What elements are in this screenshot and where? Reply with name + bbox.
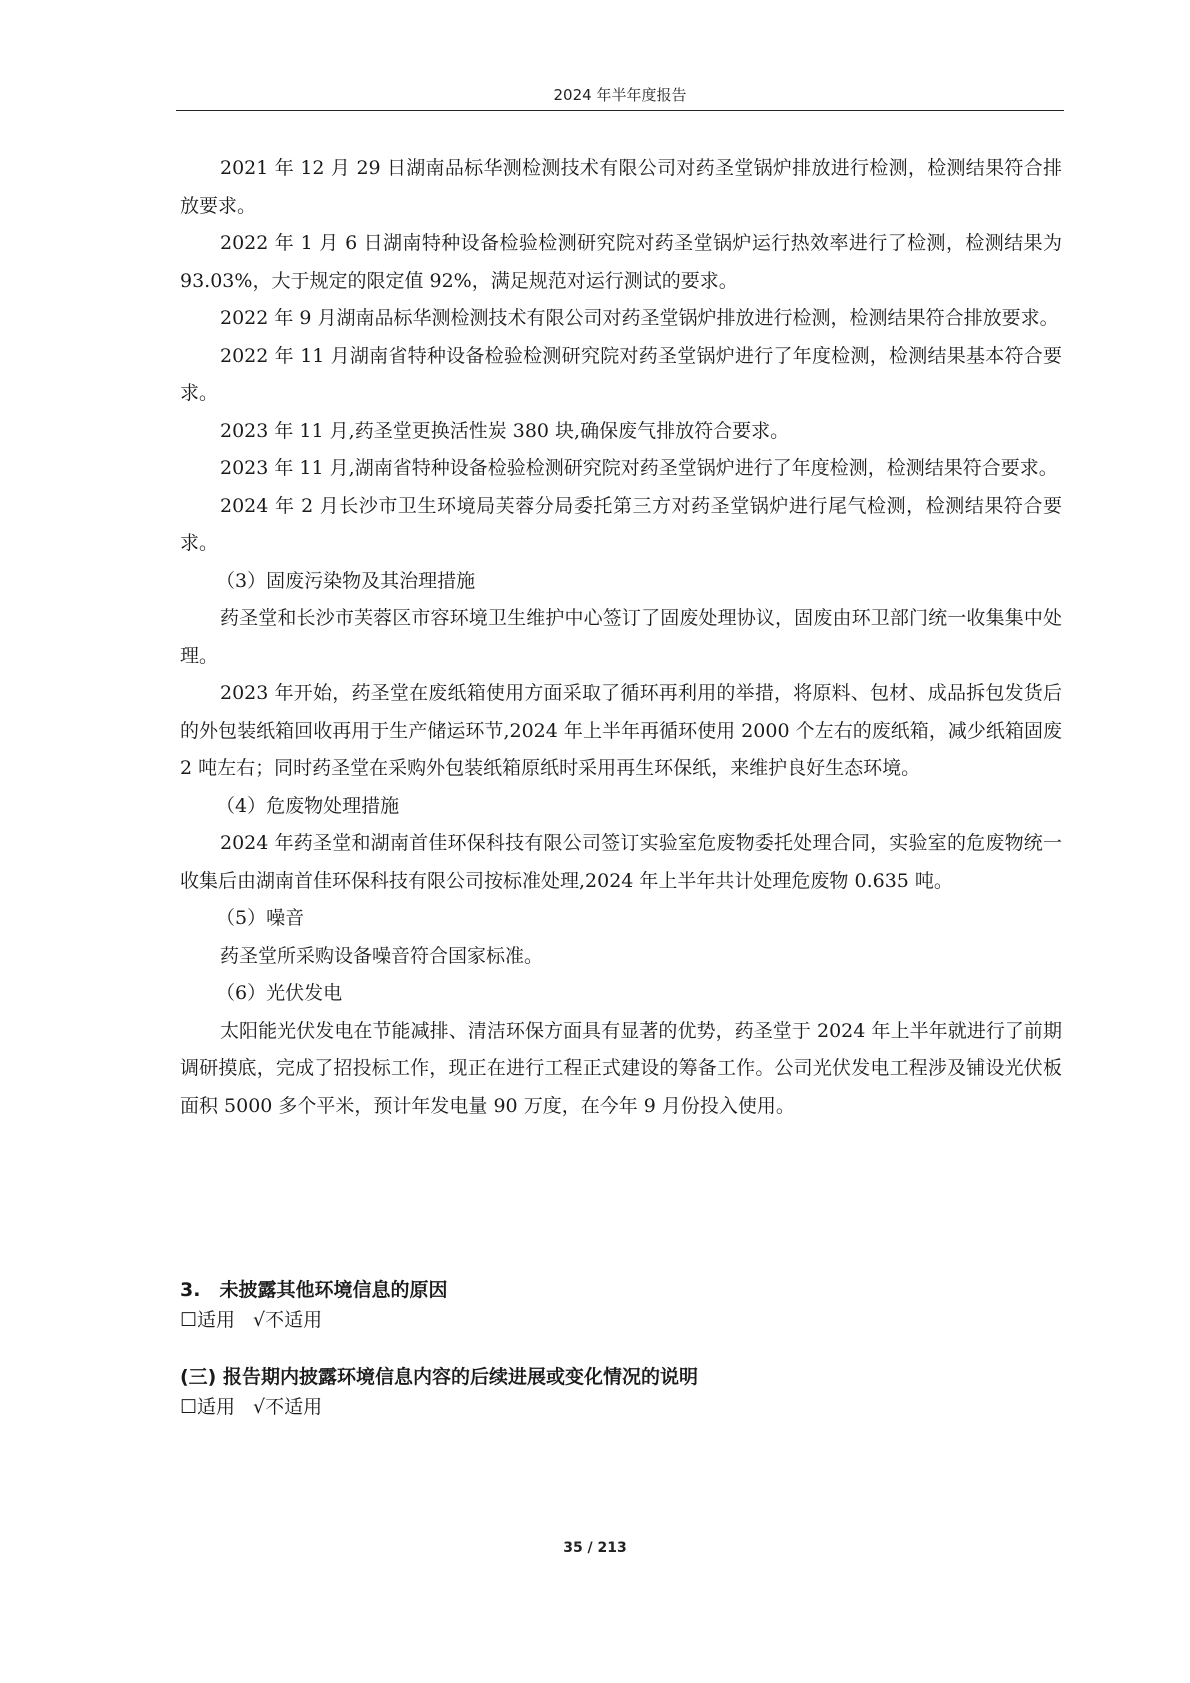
section-san-options bbox=[180, 1392, 322, 1422]
checkmark-not-applicable: √不适用 bbox=[253, 1396, 323, 1418]
subheading-solid-waste: （3）固废污染物及其治理措施 bbox=[216, 569, 476, 592]
section-san-title: (三) 报告期内披露环境信息内容的后续进展或变化情况的说明 bbox=[180, 1366, 698, 1388]
header-divider bbox=[176, 110, 1064, 111]
section-3-options bbox=[180, 1305, 322, 1335]
paragraph-2022-nov-annual-check: 2022 年 11 月湖南省特种设备检验检测研究院对药圣堂锅炉进行了年度检测，检测结果基本符合要求。 bbox=[180, 344, 1062, 404]
paragraph-carton-recycling: 2023 年开始，药圣堂在废纸箱使用方面采取了循环再利用的举措，将原料、包材、成品拆包发货后的外包装纸箱回收再用于生产储运环节,2024 年上半年再循环使用 2000 个左右的废纸箱，减少纸箱固废 2 吨左右；同时药圣堂在采购外包装纸箱原纸时采用再生环保纸，来维护良好生态环境。 bbox=[180, 682, 1062, 779]
paragraph-2022-jan-efficiency: 2022 年 1 月 6 日湖南特种设备检验检测研究院对药圣堂锅炉运行热效率进行了检测，检测结果为 93.03%，大于规定的限定值 92%，满足规范对运行测试的要求。 bbox=[180, 232, 1062, 292]
subheading-photovoltaic: （6）光伏发电 bbox=[216, 982, 343, 1004]
report-body bbox=[180, 150, 1062, 1125]
checkmark-not-applicable: √不适用 bbox=[253, 1309, 323, 1331]
paragraph-2022-sep-emission: 2022 年 9 月湖南品标华测检测技术有限公司对药圣堂锅炉排放进行检测，检测结果符合排放要求。 bbox=[220, 307, 1059, 329]
subheading-hazardous-waste: （4）危废物处理措施 bbox=[216, 794, 400, 817]
paragraph-noise-standard: 药圣堂所采购设备噪音符合国家标准。 bbox=[220, 944, 544, 967]
page-header-title: 2024 年半年度报告 bbox=[553, 86, 687, 104]
paragraph-2021-boiler-emission: 2021 年 12 月 29 日湖南品标华测检测技术有限公司对药圣堂锅炉排放进行检测，检测结果符合排放要求。 bbox=[180, 157, 1062, 217]
checkbox-applicable-unchecked: ☐适用 bbox=[180, 1396, 236, 1418]
paragraph-solid-waste-agreement: 药圣堂和长沙市芙蓉区市容环境卫生维护中心签订了固废处理协议，固废由环卫部门统一收集集中处理。 bbox=[180, 607, 1062, 667]
subheading-noise: （5）噪音 bbox=[216, 907, 305, 929]
page-number: 35 / 213 bbox=[563, 1540, 627, 1556]
section-3-title: 3. 未披露其他环境信息的原因 bbox=[180, 1279, 448, 1301]
paragraph-2023-carbon-replacement: 2023 年 11 月,药圣堂更换活性炭 380 块,确保废气排放符合要求。 bbox=[220, 419, 790, 442]
checkbox-applicable-unchecked: ☐适用 bbox=[180, 1309, 236, 1331]
paragraph-2024-feb-exhaust: 2024 年 2 月长沙市卫生环境局芙蓉分局委托第三方对药圣堂锅炉进行尾气检测，检测结果符合要求。 bbox=[180, 494, 1062, 554]
paragraph-hazardous-waste-contract: 2024 年药圣堂和湖南首佳环保科技有限公司签订实验室危废物委托处理合同，实验室的危废物统一收集后由湖南首佳环保科技有限公司按标准处理,2024 年上半年共计处理危废物 0.635 吨。 bbox=[180, 832, 1062, 892]
paragraph-photovoltaic-project: 太阳能光伏发电在节能减排、清洁环保方面具有显著的优势，药圣堂于 2024 年上半年就进行了前期调研摸底，完成了招投标工作，现正在进行工程正式建设的筹备工作。公司光伏发电工程涉及铺设光伏板面积 5000 多个平米，预计年发电量 90 万度，在今年 9 月份投入使用。 bbox=[180, 1019, 1062, 1117]
paragraph-2023-nov-annual-check: 2023 年 11 月,湖南省特种设备检验检测研究院对药圣堂锅炉进行了年度检测，检测结果符合要求。 bbox=[220, 457, 1058, 479]
